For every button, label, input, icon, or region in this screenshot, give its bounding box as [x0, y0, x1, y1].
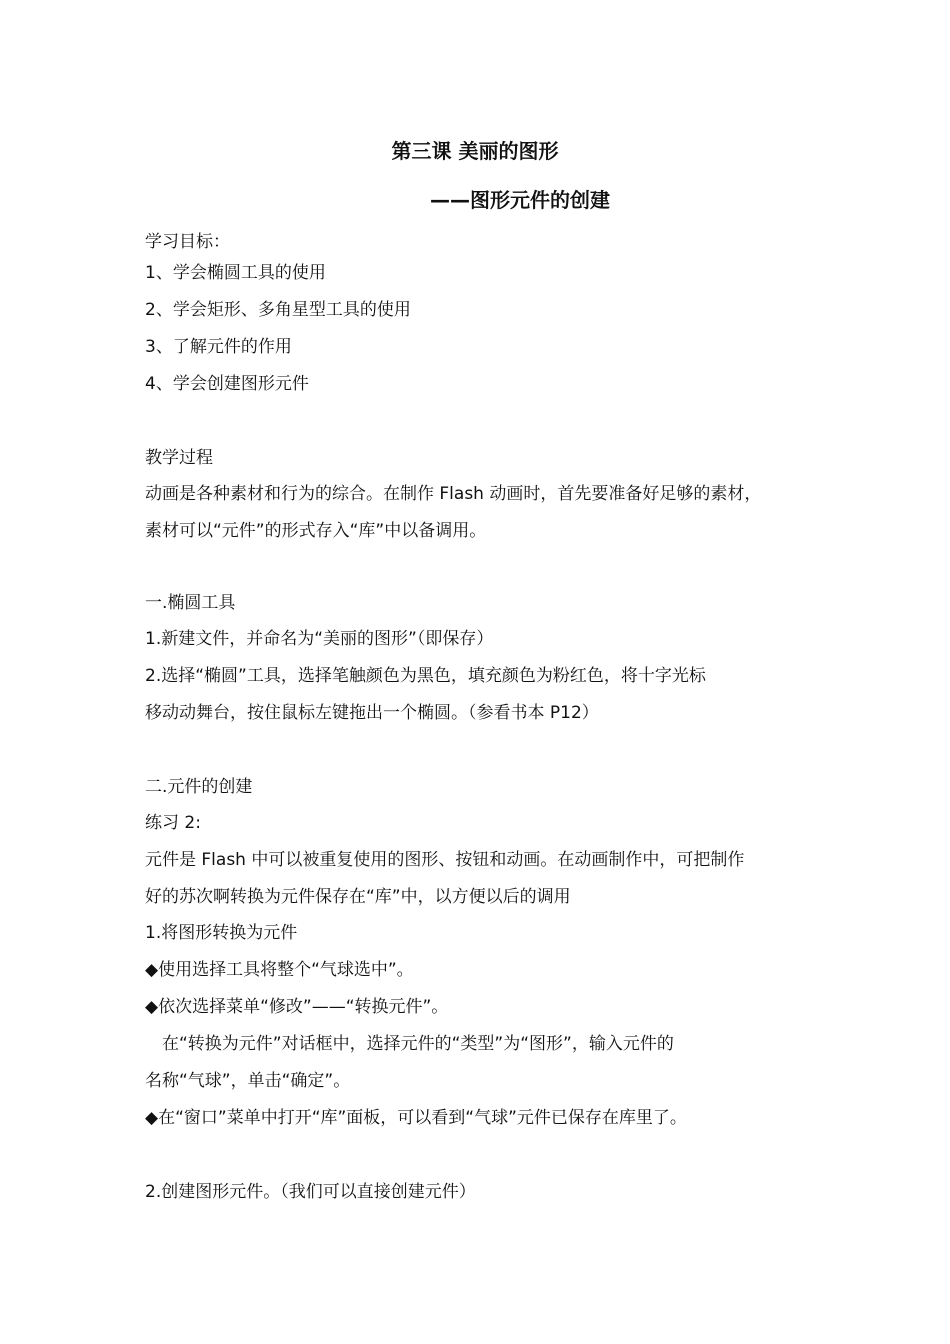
objectives-heading: 学习目标： [145, 232, 230, 252]
section1-heading: 一.椭圆工具 [145, 593, 236, 613]
bullet-item: ◆使用选择工具将整个“气球选中”。 [145, 960, 414, 980]
dialog-instruction-line: 在“转换为元件”对话框中，选择元件的“类型”为“图形”，输入元件的 [145, 1034, 674, 1054]
section2-subheading: 1.将图形转换为元件 [145, 923, 298, 943]
bullet-item: ◆在“窗口”菜单中打开“库”面板，可以看到“气球”元件已保存在库里了。 [145, 1108, 687, 1128]
section2-desc-line: 好的苏次啊转换为元件保存在“库”中，以方便以后的调用 [145, 887, 571, 907]
section2-desc-line: 元件是 Flash 中可以被重复使用的图形、按钮和动画。在动画制作中，可把制作 [145, 850, 745, 870]
objective-item: 4、学会创建图形元件 [145, 374, 309, 394]
section1-step: 2.选择“椭圆”工具，选择笔触颜色为黑色，填充颜色为粉红色，将十字光标 [145, 666, 706, 686]
section2-heading: 二.元件的创建 [145, 777, 253, 797]
section2-subheading: 2.创建图形元件。（我们可以直接创建元件） [145, 1182, 476, 1202]
objective-item: 2、学会矩形、多角星型工具的使用 [145, 300, 411, 320]
process-intro-line: 素材可以“元件”的形式存入“库”中以备调用。 [145, 521, 487, 541]
page-title: 第三课 美丽的图形 [391, 139, 559, 163]
bullet-item: ◆依次选择菜单“修改”——“转换元件”。 [145, 997, 449, 1017]
process-heading: 教学过程 [145, 448, 213, 468]
objective-item: 1、学会椭圆工具的使用 [145, 263, 326, 283]
exercise-label: 练习 2: [145, 813, 201, 833]
section1-step: 1.新建文件，并命名为“美丽的图形”（即保存） [145, 629, 494, 649]
process-intro-line: 动画是各种素材和行为的综合。在制作 Flash 动画时，首先要准备好足够的素材， [145, 484, 762, 504]
page-subtitle: ——图形元件的创建 [430, 188, 610, 212]
section1-step: 移动动舞台，按住鼠标左键拖出一个椭圆。（参看书本 P12） [145, 703, 599, 723]
dialog-instruction-line: 名称“气球”，单击“确定”。 [145, 1071, 351, 1091]
objective-item: 3、了解元件的作用 [145, 337, 292, 357]
